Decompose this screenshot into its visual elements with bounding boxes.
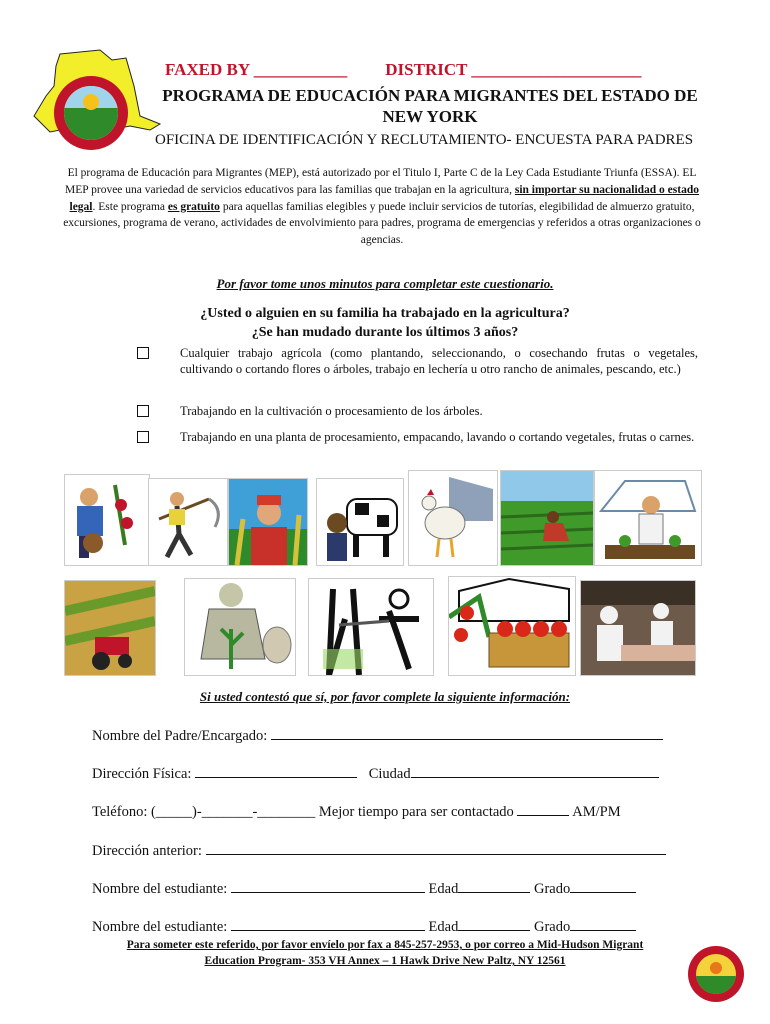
- address-row: [92, 765, 659, 783]
- parent-name-row: [92, 727, 663, 745]
- grade-field-2[interactable]: [570, 918, 636, 931]
- phone-field[interactable]: Teléfono: (_____)-_______-________: [92, 804, 316, 820]
- grade-label: Grado: [533, 881, 571, 897]
- poultry-barn-icon: [408, 470, 498, 566]
- farmer-picking-icon: [64, 474, 150, 566]
- previous-address-field[interactable]: [206, 842, 666, 855]
- form-prompt: Si usted contestó que sí, por favor complete la siguiente información:: [199, 689, 571, 704]
- tomato-crate-icon: [448, 576, 576, 676]
- parent-name-label: Nombre del Padre/Encargado:: [92, 728, 268, 744]
- ampm-label: AM/PM: [572, 804, 621, 820]
- address-field[interactable]: [195, 765, 357, 778]
- seal-logo-icon: [688, 946, 744, 1002]
- city-field[interactable]: [411, 765, 659, 778]
- tractor-field-icon: [64, 580, 156, 676]
- harvester-scythe-icon: [148, 478, 228, 566]
- program-title-line1: PROGRAMA DE EDUCACIÓN PARA MIGRANTES DEL ESTADO DE: [162, 86, 698, 105]
- footer-line1: Para someter este referido, por favor envíelo por fax a 845-257-2953, o por correo a Mid-Hudson Migrant: [126, 939, 644, 951]
- questionnaire-prompt: Por favor tome unos minutos para completar este cuestionario.: [216, 276, 554, 291]
- question-agriculture: ¿Usted o alguien en su familia ha trabajado en la agricultura?: [200, 306, 570, 321]
- previous-address-label: Dirección anterior:: [92, 843, 202, 859]
- intro-paragraph: El programa de Educación para Migrantes (MEP), está autorizado por el Titulo I, Parte C de la Ley Cada Estudiante Triunfa (ESSA). EL MEP provee una variedad de servicios educativos para las familias que trabajan en la agricultura, sin importar su nacionalidad o estado legal. Este programa es gratuito para aquellas familias elegibles y puede incluir servicios de tutorías, elegibilidad de almuerzo gratuito, excursiones, programa de verano, actividades de envolvimiento para padres, programa de emergencias y referidos a otras organizaciones o agencias.: [63, 167, 701, 247]
- tree-cutting-icon: [308, 578, 434, 676]
- parent-name-field[interactable]: [271, 727, 663, 740]
- footer-line2: Education Program- 353 VH Annex – 1 Hawk Drive New Paltz, NY 12561: [204, 955, 566, 967]
- option-text-2: Trabajando en la cultivación o procesamiento de los árboles.: [180, 404, 483, 418]
- fax-district-line: [165, 60, 679, 80]
- option-checkbox-2[interactable]: [137, 405, 149, 417]
- option-checkbox-3[interactable]: [137, 431, 149, 443]
- program-seal-icon: [54, 76, 128, 150]
- grade-field-1[interactable]: [570, 880, 636, 893]
- program-title-line2: NEW YORK: [382, 107, 478, 126]
- student-name-field-1[interactable]: [231, 880, 425, 893]
- grade-label: Grado: [533, 919, 571, 935]
- office-subtitle: OFICINA DE IDENTIFICACIÓN Y RECLUTAMIENTO- ENCUESTA PARA PADRES: [155, 132, 694, 148]
- age-field-1[interactable]: [458, 880, 530, 893]
- student-row-1: [92, 880, 636, 898]
- greenhouse-worker-icon: [594, 470, 702, 566]
- option-text-1: Cualquier trabajo agrícola (como plantando, seleccionando, o cosechando frutas o vegetales, cultivando o cortando flores o árboles, trabajo en lechería u otro rancho de animales, pescando, etc.): [180, 346, 698, 376]
- address-label: Dirección Física:: [92, 766, 192, 782]
- city-label: Ciudad: [368, 766, 411, 782]
- dairy-cow-icon: [316, 478, 404, 566]
- option-text-3: Trabajando en una planta de procesamiento, empacando, lavando o cortando vegetales, frutas o carnes.: [180, 430, 695, 444]
- student-name-label: Nombre del estudiante:: [92, 881, 228, 897]
- tree-planter-icon: [184, 578, 296, 676]
- best-time-label: Mejor tiempo para ser contactado: [318, 804, 514, 820]
- question-moved: ¿Se han mudado durante los últimos 3 años?: [251, 325, 519, 340]
- option-checkbox-1[interactable]: [137, 347, 149, 359]
- farmer-corn-icon: [228, 478, 308, 566]
- age-label: Edad: [428, 881, 459, 897]
- meat-processing-icon: [580, 580, 696, 676]
- best-time-field[interactable]: [517, 803, 569, 816]
- faxed-by-field: FAXED BY ___________: [165, 60, 348, 79]
- district-field: DISTRICT ____________________: [385, 60, 642, 79]
- student-name-field-2[interactable]: [231, 918, 425, 931]
- student-row-2: [92, 918, 636, 936]
- student-name-label: Nombre del estudiante:: [92, 919, 228, 935]
- previous-address-row: [92, 842, 666, 860]
- field-workers-icon: [500, 470, 594, 566]
- age-field-2[interactable]: [458, 918, 530, 931]
- phone-row: [92, 803, 621, 821]
- age-label: Edad: [428, 919, 459, 935]
